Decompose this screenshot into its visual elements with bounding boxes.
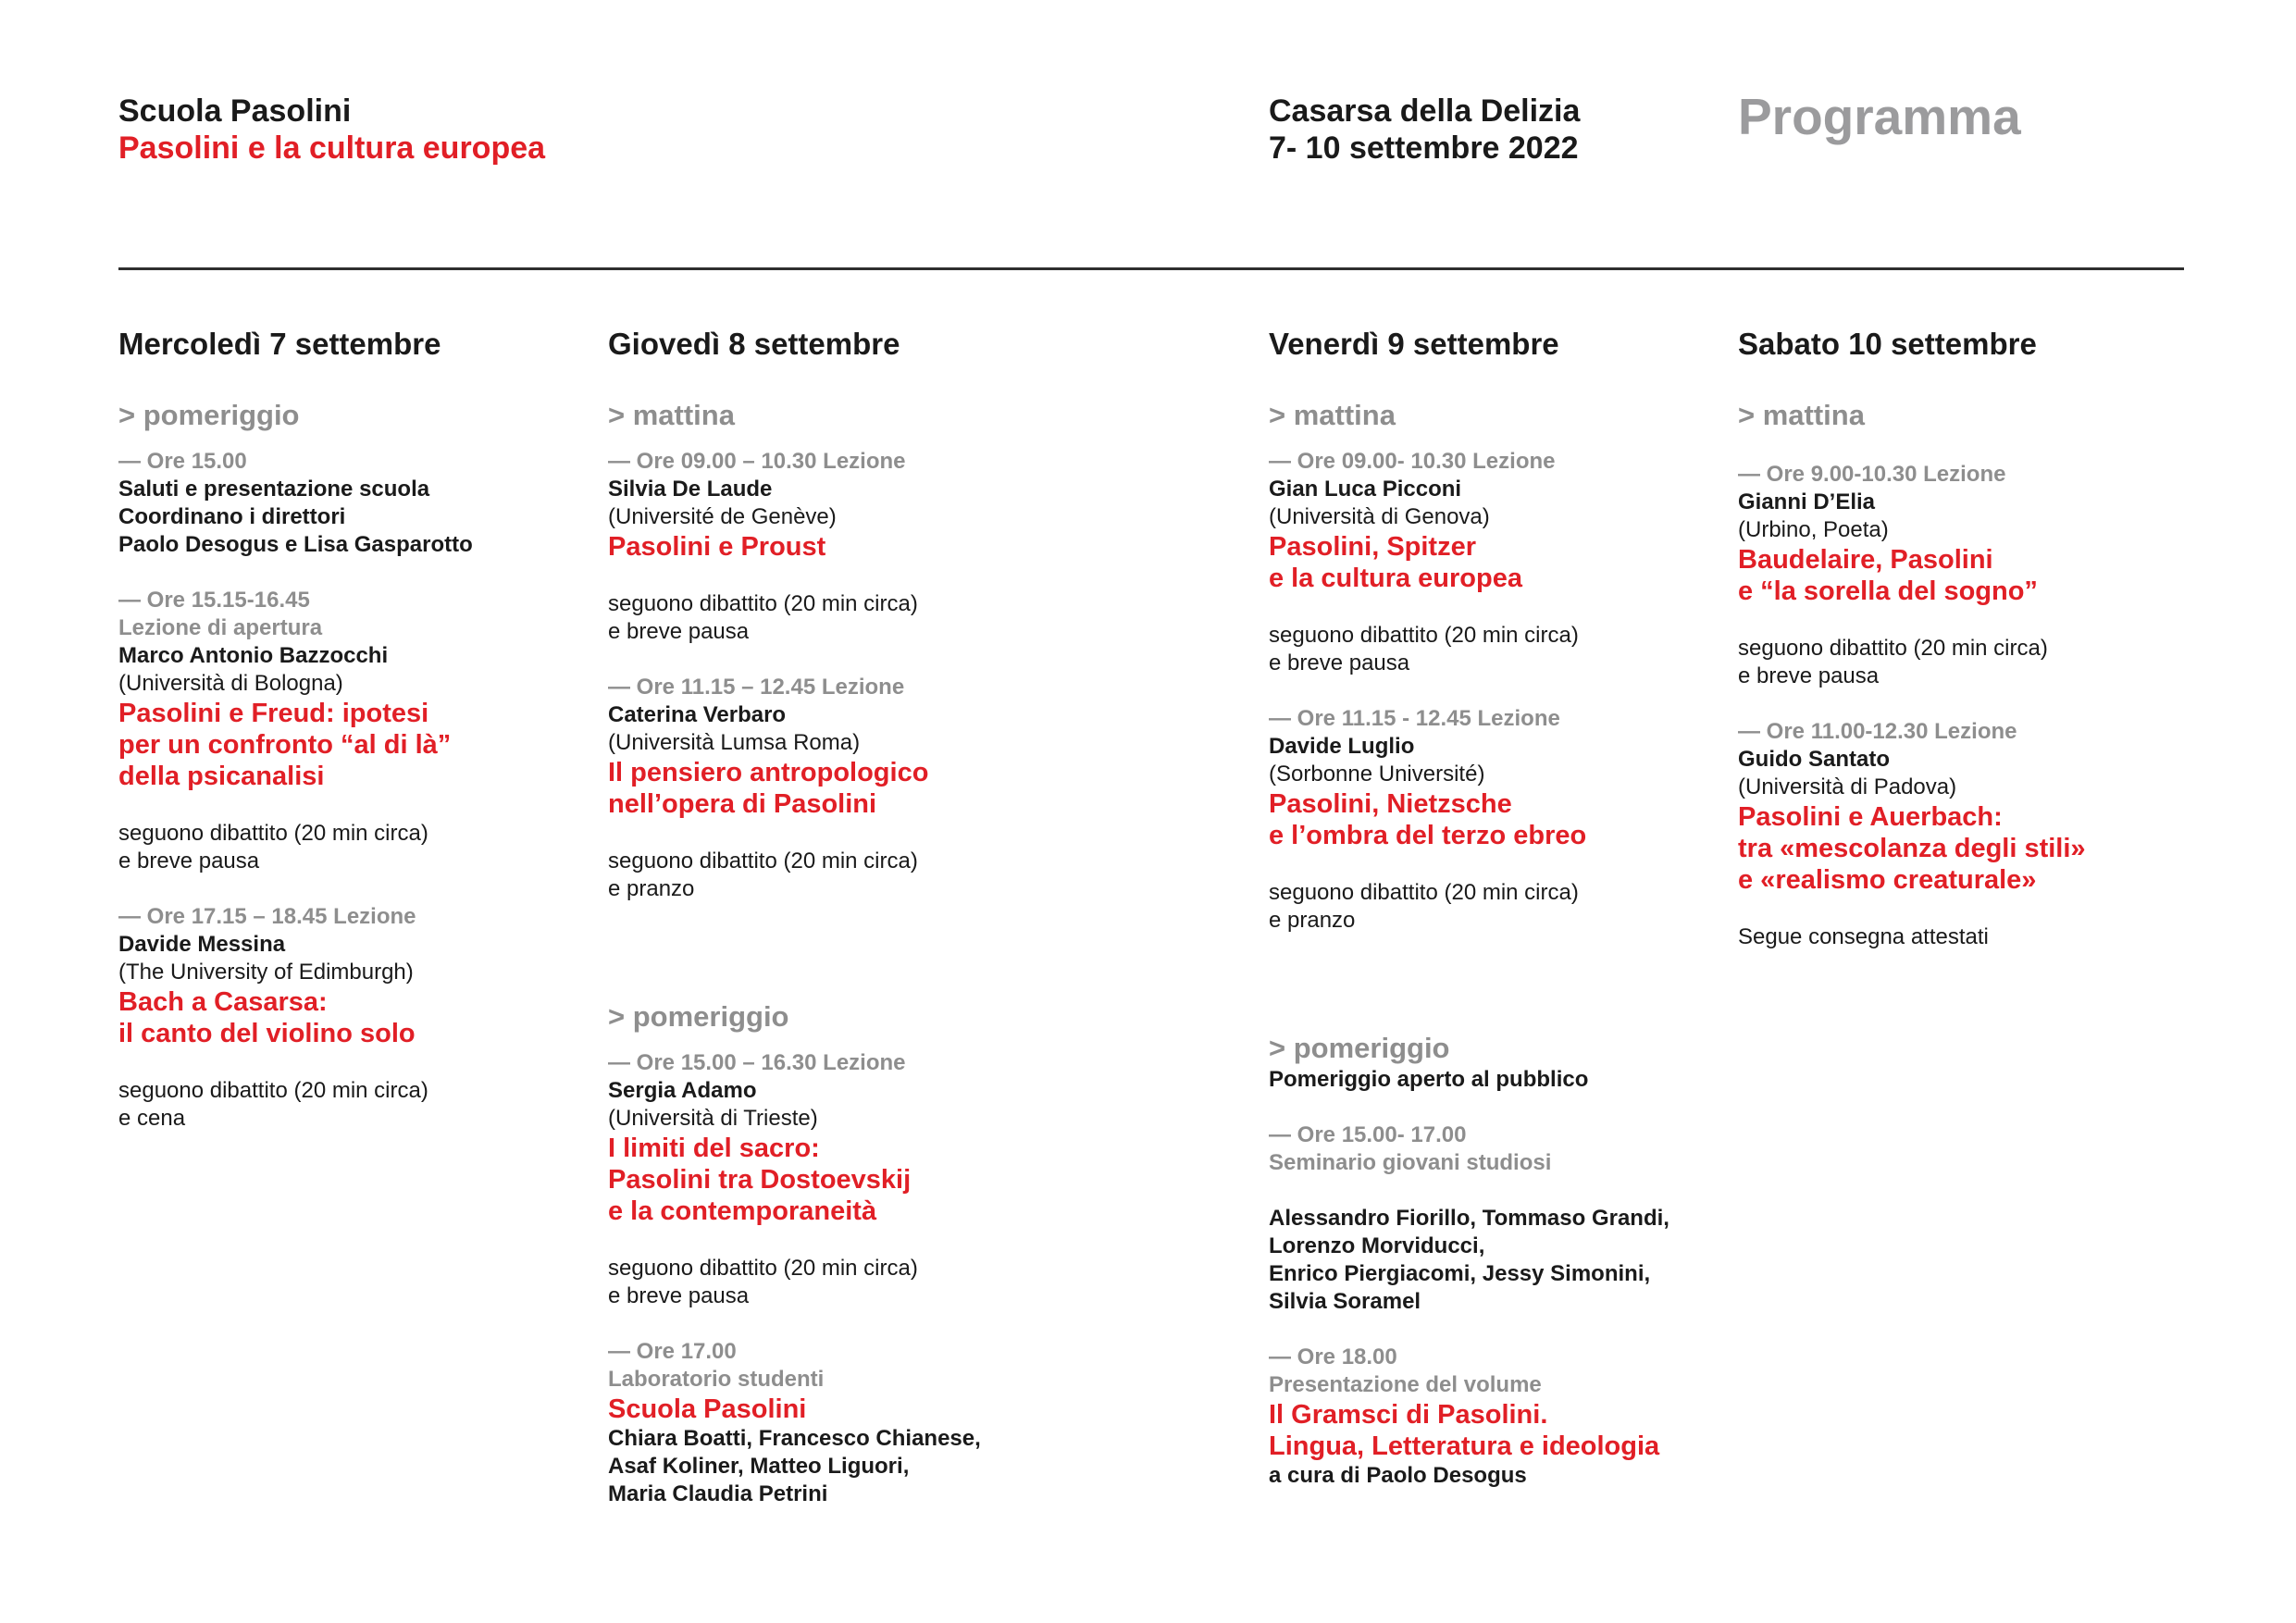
lecture-title: e «realismo creaturale» — [1738, 865, 2037, 895]
lecture-title: Pasolini, Nietzsche — [1269, 789, 1512, 819]
session-note: seguono dibattito (20 min circa) — [118, 1078, 428, 1103]
note-block — [608, 590, 1089, 646]
speaker-name: Lorenzo Morviducci, — [1269, 1233, 1485, 1258]
lecture-title: Bach a Casarsa: — [118, 987, 328, 1017]
speaker-name: Pomeriggio aperto al pubblico — [1269, 1067, 1589, 1092]
session-block — [608, 1049, 1089, 1227]
session-note: e breve pausa — [608, 1283, 750, 1308]
lecture-title: per un confronto “al di là” — [118, 730, 452, 760]
lecture-title: Baudelaire, Pasolini — [1738, 545, 1993, 575]
note-block — [608, 848, 1089, 903]
session-time: — Ore 15.15-16.45 — [118, 588, 310, 613]
session-block — [1269, 1121, 1750, 1177]
speaker-affiliation: (Università Lumsa Roma) — [608, 730, 861, 755]
note-block — [118, 820, 600, 875]
session-block — [1269, 448, 1750, 594]
lecture-title: Lingua, Letteratura e ideologia — [1269, 1431, 1660, 1461]
lecture-title: tra «mescolanza degli stili» — [1738, 834, 2086, 863]
lecture-title: e l’ombra del terzo ebreo — [1269, 821, 1587, 850]
lecture-title: e la cultura europea — [1269, 564, 1522, 593]
period-block — [1269, 1031, 1750, 1094]
speaker-affiliation: (The University of Edimburgh) — [118, 960, 414, 985]
period-block — [118, 398, 600, 433]
speaker-name: Coordinano i direttori — [118, 504, 346, 529]
speaker-name: Marco Antonio Bazzocchi — [118, 643, 389, 668]
session-note: e cena — [118, 1106, 186, 1131]
period-block — [1269, 398, 1750, 433]
header-place-block — [1269, 93, 1580, 167]
note-block — [1738, 635, 2219, 690]
day-heading: Mercoledì 7 settembre — [118, 327, 441, 361]
lecture-title: Scuola Pasolini — [608, 1394, 807, 1424]
lecture-title: Il pensiero antropologico — [608, 758, 929, 787]
session-block — [118, 448, 600, 559]
day-column — [1738, 326, 2219, 951]
page-title: Programma — [1738, 88, 2021, 145]
day-heading: Venerdì 9 settembre — [1269, 327, 1559, 361]
session-note: seguono dibattito (20 min circa) — [608, 849, 918, 873]
speaker-name: Guido Santato — [1738, 747, 1890, 772]
session-time: — Ore 17.00 — [608, 1339, 737, 1364]
speaker-affiliation: (Università di Genova) — [1269, 504, 1490, 529]
session-block — [118, 903, 600, 1049]
event-dates: 7- 10 settembre 2022 — [1269, 130, 1579, 166]
session-time: — Ore 09.00 – 10.30 Lezione — [608, 449, 906, 474]
speaker-name: Gianni D’Elia — [1738, 489, 1876, 514]
speaker-name: Chiara Boatti, Francesco Chianese, — [608, 1426, 981, 1451]
session-note: seguono dibattito (20 min circa) — [1269, 880, 1579, 905]
note-block — [1738, 923, 2219, 951]
lecture-title: il canto del violino solo — [118, 1019, 416, 1048]
speaker-name: Enrico Piergiacomi, Jessy Simonini, — [1269, 1261, 1651, 1286]
lecture-title: della psicanalisi — [118, 762, 325, 791]
lecture-title: e “la sorella del sogno” — [1738, 576, 2038, 606]
session-note: e breve pausa — [608, 619, 750, 644]
session-block — [1738, 718, 2219, 896]
session-time: — Ore 9.00-10.30 Lezione — [1738, 462, 2006, 487]
session-time: — Ore 11.15 - 12.45 Lezione — [1269, 706, 1560, 731]
session-time: Presentazione del volume — [1269, 1372, 1542, 1397]
speaker-name: Davide Luglio — [1269, 734, 1415, 759]
period-block — [1738, 398, 2219, 433]
session-block — [118, 587, 600, 792]
period-label: > mattina — [1738, 399, 1865, 431]
lecture-title: Pasolini tra Dostoevskij — [608, 1165, 912, 1195]
period-label: > pomeriggio — [608, 1000, 789, 1033]
session-time: Seminario giovani studiosi — [1269, 1150, 1552, 1175]
session-time: — Ore 11.00-12.30 Lezione — [1738, 719, 2017, 744]
lecture-title: Pasolini e Freud: ipotesi — [118, 699, 429, 728]
session-note: seguono dibattito (20 min circa) — [118, 821, 428, 846]
session-time: — Ore 17.15 – 18.45 Lezione — [118, 904, 416, 929]
speaker-name: Davide Messina — [118, 932, 286, 957]
speaker-name: Asaf Koliner, Matteo Liguori, — [608, 1454, 910, 1479]
note-block — [1269, 622, 1750, 677]
session-note: e pranzo — [1269, 908, 1356, 933]
speaker-name: Gian Luca Picconi — [1269, 477, 1462, 502]
speaker-affiliation: (Université de Genève) — [608, 504, 837, 529]
school-title: Scuola Pasolini — [118, 93, 352, 129]
lecture-title: Pasolini, Spitzer — [1269, 532, 1476, 562]
day-column — [118, 326, 600, 1133]
session-block — [608, 448, 1089, 563]
speaker-name: Alessandro Fiorillo, Tommaso Grandi, — [1269, 1206, 1669, 1231]
day-column — [1269, 326, 1750, 1490]
session-block — [608, 1338, 1089, 1508]
session-note: seguono dibattito (20 min circa) — [608, 1256, 918, 1281]
session-time: — Ore 09.00- 10.30 Lezione — [1269, 449, 1556, 474]
day-heading: Sabato 10 settembre — [1738, 327, 2037, 361]
day-column — [608, 326, 1089, 1508]
speaker-name: Silvia Soramel — [1269, 1289, 1421, 1314]
session-time: — Ore 15.00- 17.00 — [1269, 1122, 1467, 1147]
school-subtitle: Pasolini e la cultura europea — [118, 130, 546, 166]
speaker-affiliation: (Università di Trieste) — [608, 1106, 818, 1131]
session-time: — Ore 15.00 — [118, 449, 247, 474]
lecture-title: e la contemporaneità — [608, 1196, 877, 1226]
lecture-title: Pasolini e Proust — [608, 532, 826, 562]
speaker-name: Saluti e presentazione scuola — [118, 477, 430, 502]
session-note: e breve pausa — [1738, 663, 1880, 688]
session-note: seguono dibattito (20 min circa) — [1738, 636, 2048, 661]
session-time: — Ore 18.00 — [1269, 1344, 1397, 1369]
period-block — [608, 398, 1089, 433]
session-block — [608, 674, 1089, 820]
period-block — [608, 999, 1089, 1035]
session-block — [1269, 1344, 1750, 1490]
period-label: > pomeriggio — [1269, 1032, 1450, 1064]
speaker-affiliation: (Università di Padova) — [1738, 774, 1957, 799]
lecture-title: nell’opera di Pasolini — [608, 789, 877, 819]
header-school-block — [118, 93, 545, 167]
lecture-title: Pasolini e Auerbach: — [1738, 802, 2003, 832]
speaker-affiliation: (Sorbonne Université) — [1269, 762, 1485, 787]
speaker-name: Paolo Desogus e Lisa Gasparotto — [118, 532, 473, 557]
speaker-name: a cura di Paolo Desogus — [1269, 1463, 1527, 1488]
speaker-name: Maria Claudia Petrini — [608, 1481, 828, 1506]
session-note: seguono dibattito (20 min circa) — [1269, 623, 1579, 648]
day-heading: Giovedì 8 settembre — [608, 327, 900, 361]
speaker-affiliation: (Urbino, Poeta) — [1738, 517, 1889, 542]
session-block — [1738, 461, 2219, 607]
event-location: Casarsa della Delizia — [1269, 93, 1581, 129]
period-label: > mattina — [608, 399, 735, 431]
period-label: > pomeriggio — [118, 399, 300, 431]
period-label: > mattina — [1269, 399, 1396, 431]
note-block — [608, 1255, 1089, 1310]
session-time: — Ore 11.15 – 12.45 Lezione — [608, 675, 905, 700]
speaker-name: Silvia De Laude — [608, 477, 773, 502]
note-block — [118, 1077, 600, 1133]
session-time: Laboratorio studenti — [608, 1367, 825, 1392]
session-time: — Ore 15.00 – 16.30 Lezione — [608, 1050, 906, 1075]
speaker-name: Sergia Adamo — [608, 1078, 757, 1103]
session-note: e breve pausa — [118, 849, 260, 873]
session-note: Segue consegna attestati — [1738, 924, 1989, 949]
lecture-title: I limiti del sacro: — [608, 1134, 820, 1163]
speakers-block — [1269, 1205, 1750, 1316]
session-note: seguono dibattito (20 min circa) — [608, 591, 918, 616]
speaker-name: Caterina Verbaro — [608, 702, 787, 727]
session-note: e pranzo — [608, 876, 695, 901]
session-time: Lezione di apertura — [118, 615, 323, 640]
note-block — [1269, 879, 1750, 935]
session-block — [1269, 705, 1750, 851]
session-note: e breve pausa — [1269, 650, 1410, 675]
lecture-title: Il Gramsci di Pasolini. — [1269, 1400, 1548, 1430]
header-divider — [118, 267, 2184, 270]
speaker-affiliation: (Università di Bologna) — [118, 671, 343, 696]
